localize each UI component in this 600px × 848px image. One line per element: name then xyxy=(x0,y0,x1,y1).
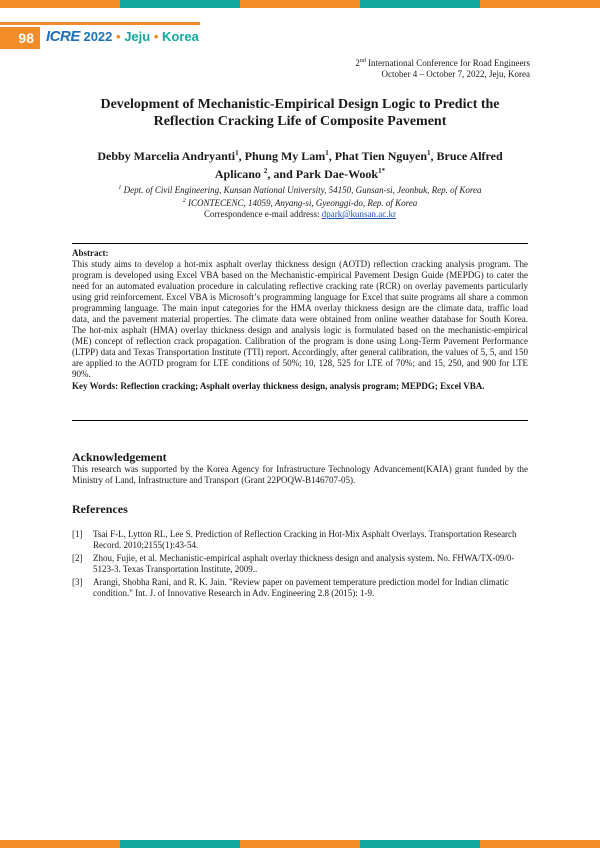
affiliation-list xyxy=(80,183,520,209)
brand-separator: • xyxy=(116,29,121,44)
author-name: Bruce Alfred Aplicano xyxy=(214,149,503,181)
brand-city: Jeju xyxy=(124,29,151,44)
title-line: Reflection Cracking Life of Composite Pavement xyxy=(153,114,447,129)
affiliation-line xyxy=(80,183,520,196)
stripe-segment xyxy=(240,840,360,848)
brand-year: 2022 xyxy=(83,29,113,44)
author-list xyxy=(80,146,520,182)
reference-number: [2] xyxy=(72,553,83,563)
stripe-segment xyxy=(240,0,360,8)
conference-info xyxy=(355,56,530,80)
abstract-body: This study aims to develop a hot-mix asphalt overlay thickness design (AOTD) reflection cracking analysis program. The program is developed using Excel VBA based on the Mechanistic-empirical Pavement Design Guide (MEPDG) to cater the need for an automated evaluation procedure in calculating reflective cracking rate (RCR) on overlay pavements particularly using grid reinforcement. Excel VBA is Microsoft’s programming language for Excel that suite programs all share a common programming language. The main input categories for the HMA overlay thickness design are the climate data, traffic load data, and the pavement material properties. The climate data were obtained from online weather database for South Korea. The hot-mix asphalt (HMA) overlay thickness design and analysis logic is formulated based on the mechanistic-empirical (ME) concept of reflection crack propagation. Calibration of the program is done using Long-Term Pavement Performance (LTPP) data and Texas Transportation Institute (TTI) report. Accordingly, after general calibration, the values of 5, 5, and 150 are applied to the AOTD program for LTE conditions of 50%; 10, 128, 525 for LTE of 70%; and 15, 250, and 900 for LTE 90%. xyxy=(72,259,528,379)
author-separator: , and xyxy=(267,167,296,181)
reference-number: [3] xyxy=(72,577,83,587)
author-name: Phat Tien Nguyen xyxy=(334,149,428,163)
author-name: Phung My Lam xyxy=(244,149,326,163)
stripe-segment xyxy=(480,0,600,8)
conference-name-line xyxy=(355,56,530,69)
stripe-segment xyxy=(0,0,120,8)
stripe-segment xyxy=(120,840,240,848)
author-separator: , xyxy=(328,149,335,163)
top-color-stripe xyxy=(0,0,600,8)
reference-item xyxy=(72,529,528,551)
acknowledgement-body: This research was supported by the Korea Agency for Infrastructure Technology Advancement(KAIA) grant funded by the Ministry of Land, Infrastructure and Transport (Grant 22POQW-B146707-05). xyxy=(72,464,528,485)
abstract-block xyxy=(72,248,528,392)
reference-text: Zhou, Fujie, et al. Mechanistic-empirical asphalt overlay thickness design and analysis system. No. FHWA/TX-09/0-5123-3. Texas Transportation Institute, 2009.. xyxy=(93,553,515,574)
affiliation-mark: 1 xyxy=(118,185,122,191)
title-line: Development of Mechanistic-Empirical Design Logic to Predict the xyxy=(100,97,500,112)
stripe-segment xyxy=(120,0,240,8)
affiliations xyxy=(80,183,520,220)
reference-text: Arangi, Shobha Rani, and R. K. Jain. "Review paper on pavement temperature prediction model for Indian climatic condition." Int. J. of Innovative Research in Adv. Engineering 2.8 (2015): 1-9. xyxy=(93,577,509,598)
affiliation-line xyxy=(80,196,520,209)
author-affiliation-mark: 1 xyxy=(235,149,239,157)
abstract-heading: Abstract: xyxy=(72,248,109,258)
correspondence xyxy=(80,209,520,220)
conference-logo: ICRE xyxy=(46,28,80,45)
reference-number: [1] xyxy=(72,529,83,539)
stripe-segment xyxy=(0,840,120,848)
conference-dates: October 4 – October 7, 2022, Jeju, Korea xyxy=(381,69,530,79)
author-name: Park Dae-Wook xyxy=(295,167,379,181)
paper-title xyxy=(80,96,520,130)
bottom-color-stripe xyxy=(0,840,600,848)
brand-separator: • xyxy=(153,29,159,44)
keywords: Key Words: Reflection cracking; Asphalt overlay thickness design, analysis program; MEPDG; Excel VBA. xyxy=(72,381,485,391)
brand-country: Korea xyxy=(162,29,199,44)
header-accent-bar xyxy=(0,22,200,25)
author-separator: , xyxy=(430,149,437,163)
stripe-segment xyxy=(480,840,600,848)
correspondence-email-link[interactable]: dpark@kunsan.ac.kr xyxy=(321,209,396,219)
reference-text: Tsai F-L, Lytton RL, Lee S. Prediction of Reflection Cracking in Hot-Mix Asphalt Overlays. Transportation Research Record. 2010;2155(1):43-54. xyxy=(93,529,517,550)
reference-item xyxy=(72,553,528,575)
author-affiliation-mark: 1* xyxy=(378,167,386,175)
reference-list xyxy=(72,529,528,601)
abstract-bottom-rule xyxy=(72,420,528,421)
affiliation-text: ICONTECENC, 14059, Anyang-si, Gyeonggi-do, Rep. of Korea xyxy=(185,198,418,208)
reference-item xyxy=(72,577,528,599)
references-heading: References xyxy=(72,502,128,516)
conference-name: International Conference for Road Engineers xyxy=(368,58,530,68)
author-affiliation-mark: 1 xyxy=(325,149,329,157)
author-separator: , xyxy=(238,149,245,163)
author-affiliation-mark: 2 xyxy=(263,167,268,175)
conference-brand xyxy=(46,26,199,48)
affiliation-text: Dept. of Civil Engineering, Kunsan National University, 54150, Gunsan-si, Jeonbuk, Rep. of Korea xyxy=(121,185,482,195)
acknowledgement-heading: Acknowledgement xyxy=(72,450,167,464)
stripe-segment xyxy=(360,840,480,848)
affiliation-mark: 2 xyxy=(182,198,186,204)
stripe-segment xyxy=(360,0,480,8)
page-number: 98 xyxy=(0,27,40,49)
conference-ordinal: 2 xyxy=(355,58,360,68)
conference-ordinal-suffix: nd xyxy=(359,58,366,64)
abstract-top-rule xyxy=(72,243,528,244)
correspondence-label: Correspondence e-mail address: xyxy=(204,209,322,219)
author-name: Debby Marcelia Andryanti xyxy=(97,149,236,163)
author-affiliation-mark: 1 xyxy=(427,149,431,157)
